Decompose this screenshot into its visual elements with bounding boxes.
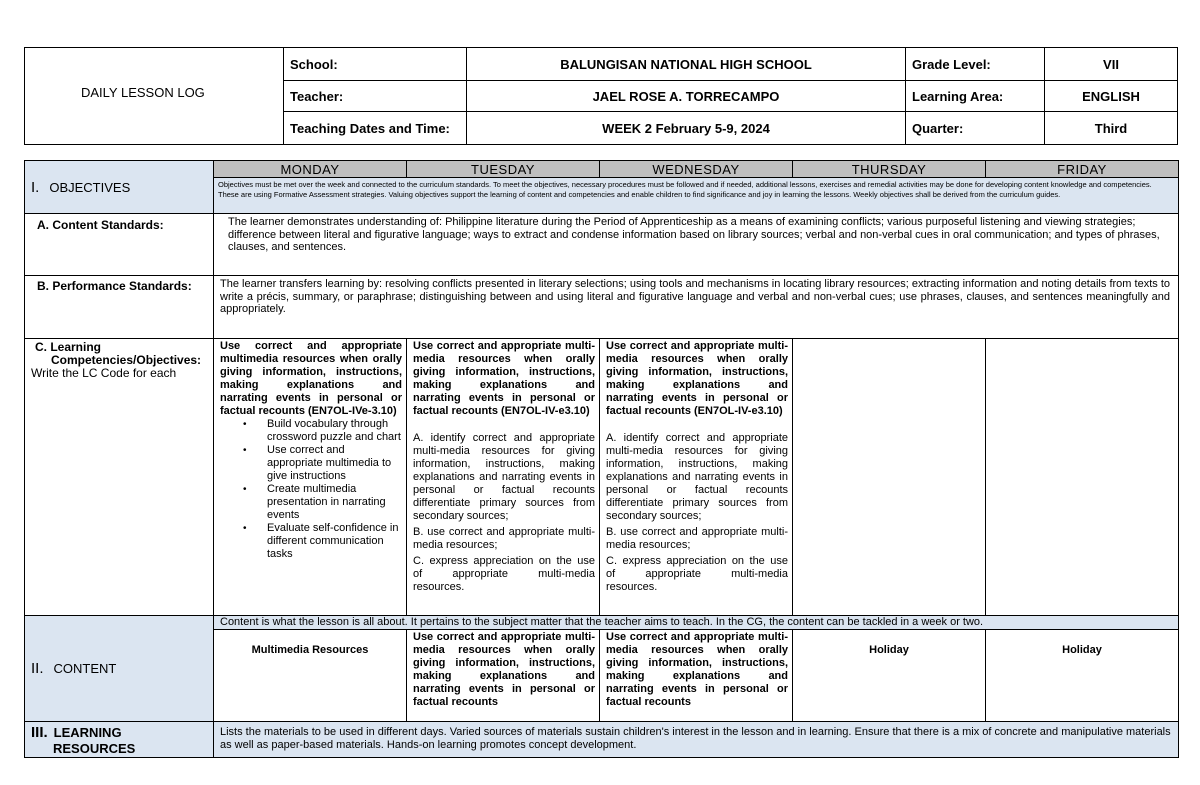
list-item: • Build vocabulary through crossword puzzle and chart (267, 418, 402, 444)
objectives-number: I. (31, 178, 40, 196)
header-table (24, 47, 1178, 145)
content-note: Content is what the lesson is all about. It pertains to the subject matter that the teacher aims to teach. In the CG, the content can be tackled in a week or two. (214, 616, 1179, 630)
competencies-label-line1: C. Learning (35, 340, 102, 354)
content-standards-label: A. Content Standards: (25, 214, 214, 276)
competencies-label-line2: Competencies/Objectives: (51, 353, 202, 367)
grade-level-value: VII (1045, 48, 1178, 81)
school-value: BALUNGISAN NATIONAL HIGH SCHOOL (467, 48, 906, 81)
list-item: • Use correct and appropriate multimedia to give instructions (267, 444, 402, 483)
quarter-label: Quarter: (906, 112, 1045, 145)
objectives-label: OBJECTIVES (49, 179, 131, 195)
content-tuesday-text: Use correct and appropriate multi-media resources when orally giving information, instructions, making explanations and narrating events in personal or factual recounts (413, 631, 595, 708)
content-standards-text: The learner demonstrates understanding of: Philippine literature during the Period of Apprenticeship as a means of examining conflicts; various purposeful listening and viewing strategies; difference between literal and figurative language; ways to extract and condense information based on library sources; verbal and non-verbal cues in oral communication; and types of phrases, clauses, and sentences. (214, 214, 1179, 276)
resources-section-heading (25, 722, 214, 758)
competencies-friday (986, 339, 1179, 616)
teacher-value: JAEL ROSE A. TORRECAMPO (467, 81, 906, 112)
document-title: DAILY LESSON LOG (25, 48, 284, 145)
learning-area-label: Learning Area: (906, 81, 1045, 112)
competencies-tuesday (407, 339, 600, 616)
resources-number: III. (31, 724, 48, 741)
grade-level-label: Grade Level: (906, 48, 1045, 81)
content-wednesday-text: Use correct and appropriate multi-media resources when orally giving information, instructions, making explanations and narrating events in personal or factual recounts (606, 631, 788, 708)
day-header-monday: MONDAY (214, 161, 407, 178)
learning-area-value: ENGLISH (1045, 81, 1178, 112)
resources-label-line2: RESOURCES (53, 741, 136, 756)
quarter-value: Third (1045, 112, 1178, 145)
list-item: • Evaluate self-confidence in different communication tasks (267, 522, 402, 561)
competencies-wednesday-a: A. identify correct and appropriate multi-media resources for giving information, instructions, making explanations and narrating events in personal or factual recounts differentiate primary sources from secondary sources; (606, 432, 788, 522)
objectives-note: Objectives must be met over the week and connected to the curriculum standards. To meet the objectives, necessary procedures must be followed and if needed, additional lessons, exercises and remedial activities may be done for developing content knowledge and competencies. These are using Formative Assessment strategies. Valuing objectives support the learning of content and competencies and enable children to find significance and joy in learning the lessons. Weekly objectives shall be derived from the curriculum guides. (214, 178, 1179, 214)
competencies-tuesday-b: B. use correct and appropriate multi-media resources; (413, 526, 595, 551)
day-header-friday: FRIDAY (986, 161, 1179, 178)
competencies-monday-list (220, 418, 402, 561)
content-section-heading (25, 616, 214, 722)
list-item: • Create multimedia presentation in narrating events (267, 483, 402, 522)
objectives-section-heading (25, 161, 214, 214)
content-number: II. (31, 660, 44, 677)
competencies-label-cell (25, 339, 214, 616)
competencies-wednesday-c: C. express appreciation on the use of appropriate multi-media resources. (606, 555, 788, 593)
teaching-dates-value: WEEK 2 February 5-9, 2024 (467, 112, 906, 145)
competencies-tuesday-a: A. identify correct and appropriate multi-media resources for giving information, instructions, making explanations and narrating events in personal or factual recounts differentiate primary sources from secondary sources; (413, 432, 595, 522)
content-thursday: Holiday (793, 630, 986, 722)
performance-standards-text: The learner transfers learning by: resolving conflicts presented in literary selections; using tools and mechanisms in locating library resources; extracting information and noting details from texts to write a précis, summary, or paraphrase; distinguishing between and using literal and figurative language and verbal and non-verbal cues; use phrases, clauses, and sentences meaningfully and appropriately. (214, 276, 1179, 339)
teacher-label: Teacher: (284, 81, 467, 112)
resources-label-line1: LEARNING (53, 725, 122, 740)
content-label: CONTENT (53, 661, 117, 676)
content-monday: Multimedia Resources (214, 630, 407, 722)
day-header-wednesday: WEDNESDAY (600, 161, 793, 178)
content-friday: Holiday (986, 630, 1179, 722)
resources-note: Lists the materials to be used in different days. Varied sources of materials sustain children's interest in the lesson and in learning. Ensure that there is a mix of concrete and manipulative materials as well as paper-based materials. Hands-on learning promotes concept development. (214, 722, 1179, 758)
competencies-tuesday-lead: Use correct and appropriate multi-media resources when orally giving information, instructions, making explanations and narrating events in personal or factual recounts (EN7OL-IV-e3.10) (413, 340, 595, 417)
competencies-wednesday-lead: Use correct and appropriate multi-media resources when orally giving information, instructions, making explanations and narrating events in personal or factual recounts (EN7OL-IV-e3.10) (606, 340, 788, 417)
competencies-label-line3: Write the LC Code for each (31, 366, 177, 380)
content-tuesday (407, 630, 600, 722)
teaching-dates-label: Teaching Dates and Time: (284, 112, 467, 145)
day-header-tuesday: TUESDAY (407, 161, 600, 178)
competencies-monday-lead: Use correct and appropriate multimedia resources when orally giving information, instructions, making explanations and narrating events in personal or factual recounts (EN7OL-IVe-3.10) (220, 340, 402, 417)
lesson-log-table (24, 160, 1179, 758)
competencies-wednesday (600, 339, 793, 616)
competencies-tuesday-c: C. express appreciation on the use of appropriate multi-media resources. (413, 555, 595, 593)
day-header-thursday: THURSDAY (793, 161, 986, 178)
competencies-wednesday-b: B. use correct and appropriate multi-media resources; (606, 526, 788, 551)
performance-standards-label: B. Performance Standards: (25, 276, 214, 339)
competencies-monday (214, 339, 407, 616)
school-label: School: (284, 48, 467, 81)
content-wednesday (600, 630, 793, 722)
competencies-thursday (793, 339, 986, 616)
